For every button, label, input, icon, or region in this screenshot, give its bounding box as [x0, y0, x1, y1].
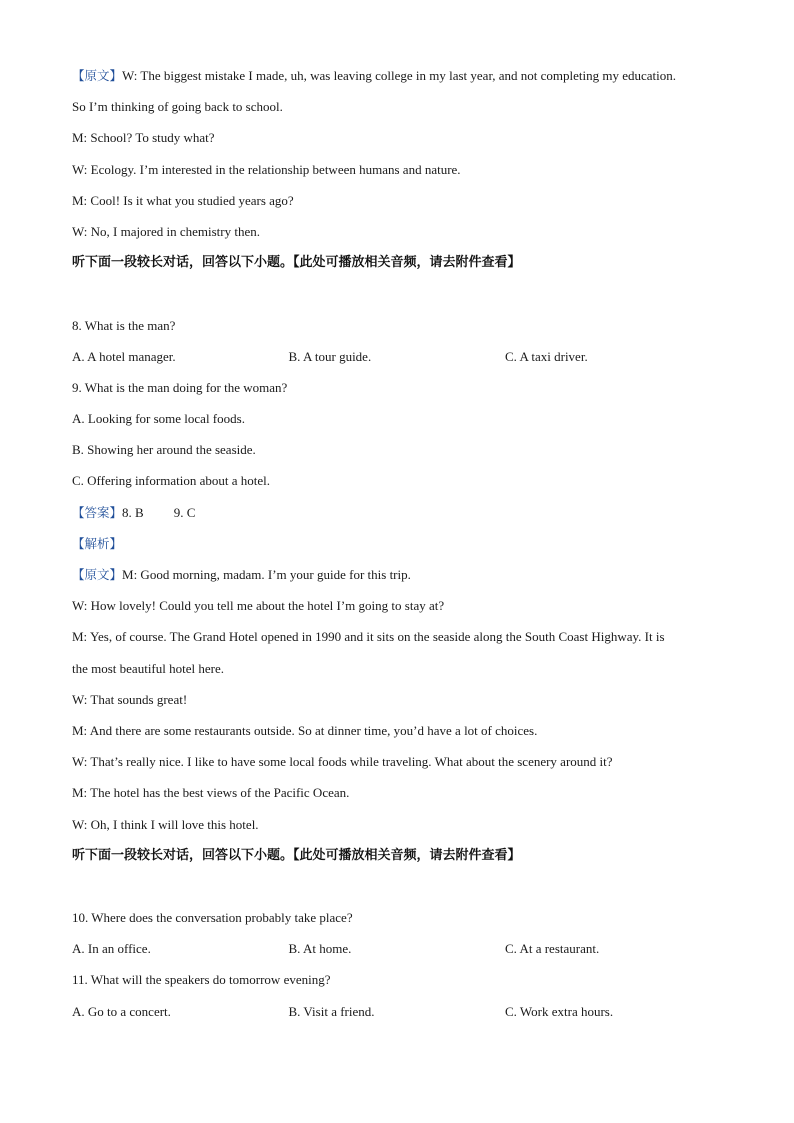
document-page [72, 64, 732, 1031]
transcript-text: M: Good morning, madam. I’m your guide for this trip. [122, 567, 411, 582]
transcript-line: M: And there are some restaurants outside. So at dinner time, you’d have a lot of choices. [72, 722, 538, 738]
question-options-10 [72, 937, 732, 968]
transcript-line: W: That sounds great! [72, 691, 188, 707]
spacer [72, 282, 732, 313]
option-b: B. Visit a friend. [288, 1003, 375, 1019]
answer-line [72, 501, 732, 532]
transcript-line [72, 64, 732, 95]
question-options-11 [72, 1000, 732, 1031]
option-a: A. Go to a concert. [72, 1003, 171, 1019]
answer-9: 9. C [173, 504, 196, 520]
transcript-line: W: No, I majored in chemistry then. [72, 223, 260, 239]
spacer [72, 875, 732, 906]
option-a: A. A hotel manager. [72, 348, 176, 364]
option-b: B. Showing her around the seaside. [72, 442, 256, 458]
option-c: C. At a restaurant. [505, 941, 600, 957]
option-b: B. At home. [288, 941, 352, 957]
option-a: A. Looking for some local foods. [72, 411, 245, 427]
analysis-tag: 【解析】 [72, 535, 123, 551]
transcript-line: M: Cool! Is it what you studied years ago? [72, 192, 294, 208]
transcript-line: W: Ecology. I’m interested in the relationship between humans and nature. [72, 161, 461, 177]
transcript-line: M: School? To study what? [72, 130, 215, 146]
transcript-line: W: That’s really nice. I like to have some local foods while traveling. What about the scenery around it? [72, 754, 613, 770]
option-b: B. A tour guide. [288, 348, 372, 364]
transcript-text: W: The biggest mistake I made, uh, was leaving college in my last year, and not completing my education. [122, 68, 677, 83]
listening-instruction: 听下面一段较长对话，回答以下小题。【此处可播放相关音频，请去附件查看】 [72, 255, 521, 271]
answer-8: 8. B [122, 504, 144, 520]
original-text-tag: 【原文】 [72, 68, 123, 83]
option-a: A. In an office. [72, 941, 151, 957]
question-stem-11: 11. What will the speakers do tomorrow evening? [72, 972, 331, 988]
transcript-line: W: How lovely! Could you tell me about the hotel I’m going to stay at? [72, 598, 445, 614]
question-stem-8: 8. What is the man? [72, 317, 176, 333]
question-stem-9: 9. What is the man doing for the woman? [72, 379, 288, 395]
transcript-line: M: The hotel has the best views of the Pacific Ocean. [72, 785, 350, 801]
transcript-line: M: Yes, of course. The Grand Hotel opened in 1990 and it sits on the seaside along the South Coast Highway. It is [72, 629, 665, 645]
question-stem-10: 10. Where does the conversation probably take place? [72, 910, 353, 926]
question-options-8 [72, 345, 732, 376]
transcript-line [72, 563, 732, 594]
transcript-line: the most beautiful hotel here. [72, 660, 224, 676]
original-text-tag: 【原文】 [72, 567, 123, 582]
option-c: C. Work extra hours. [505, 1003, 614, 1019]
transcript-line: W: Oh, I think I will love this hotel. [72, 816, 259, 832]
analysis-line [72, 532, 732, 563]
listening-instruction: 听下面一段较长对话，回答以下小题。【此处可播放相关音频，请去附件查看】 [72, 847, 521, 863]
option-c: C. A taxi driver. [505, 348, 588, 364]
transcript-line: So I’m thinking of going back to school. [72, 99, 283, 115]
answer-tag: 【答案】 [72, 504, 123, 520]
option-c: C. Offering information about a hotel. [72, 473, 270, 489]
